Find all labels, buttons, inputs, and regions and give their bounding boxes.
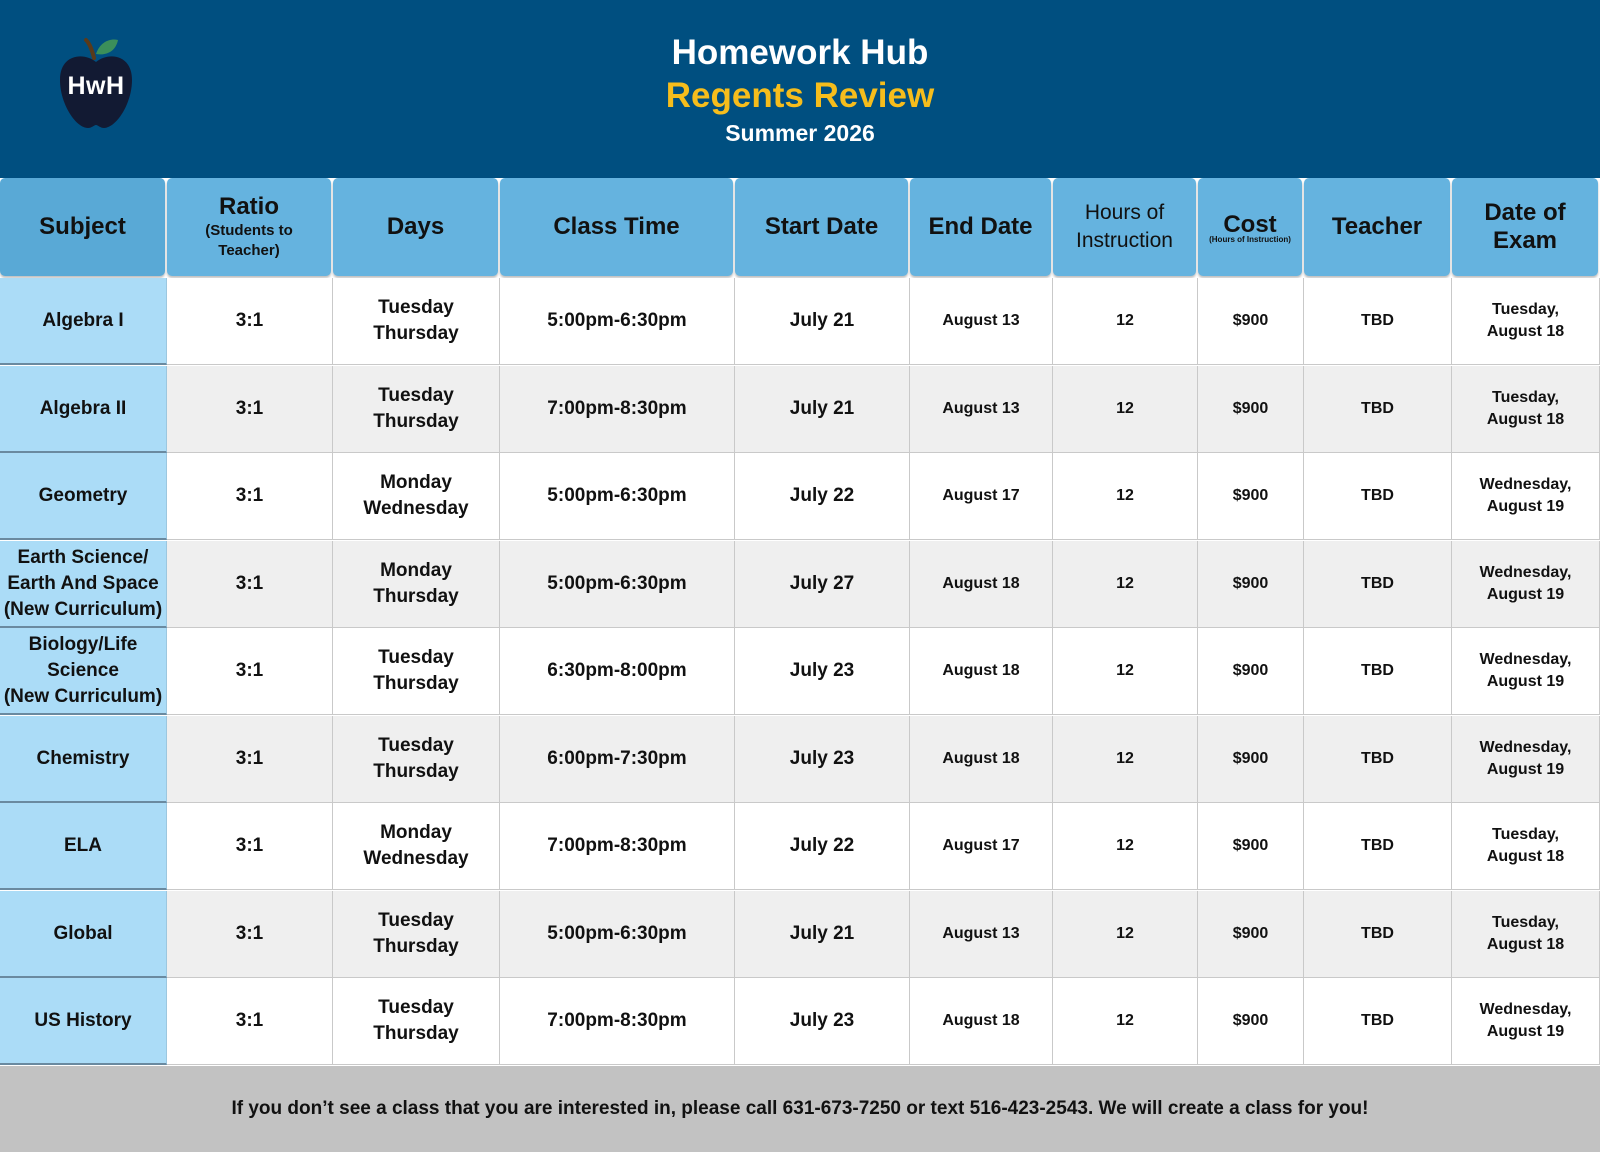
start-date-cell-text: July 23	[789, 748, 855, 769]
column-header-sublabel: (Students to	[205, 222, 293, 239]
exam-date-cell-line: August 19	[1486, 498, 1565, 515]
teacher-cell-text: TBD	[1361, 750, 1394, 767]
start-date-cell	[735, 541, 910, 628]
exam-date-cell-line: August 19	[1486, 586, 1565, 603]
footer-note	[0, 1066, 1600, 1152]
exam-date-cell-line: Wednesday,	[1479, 476, 1572, 493]
days-cell-line: Tuesday	[378, 735, 454, 756]
table-row	[0, 628, 1600, 715]
start-date-cell	[735, 366, 910, 453]
start-date-cell	[735, 978, 910, 1065]
end-date-cell	[910, 978, 1053, 1065]
exam-date-cell-line: Tuesday,	[1492, 301, 1559, 318]
page-title: Homework Hub	[671, 33, 929, 72]
days-cell-line: Tuesday	[378, 647, 454, 668]
subject-cell-line: Earth Science/	[17, 546, 149, 568]
table-row	[0, 278, 1600, 365]
days-cell-line: Thursday	[373, 673, 459, 694]
ratio-cell-text: 3:1	[235, 573, 264, 594]
teacher-cell	[1304, 453, 1452, 540]
subject-cell-line: US History	[34, 1009, 132, 1031]
cost-cell-text: $900	[1232, 837, 1269, 854]
exam-date-cell	[1452, 716, 1600, 803]
end-date-cell-text: August 17	[942, 487, 1020, 504]
class-time-cell-text: 7:00pm-8:30pm	[547, 1010, 687, 1031]
exam-date-cell-line: August 18	[1486, 936, 1565, 953]
column-header-days	[333, 178, 498, 276]
end-date-cell	[910, 541, 1053, 628]
column-header-subject	[0, 178, 165, 276]
subject-cell-line: Global	[53, 922, 113, 944]
start-date-cell	[735, 716, 910, 803]
cost-cell	[1198, 978, 1304, 1065]
days-cell	[333, 628, 500, 715]
exam-date-cell	[1452, 891, 1600, 978]
hours-cell	[1053, 628, 1198, 715]
exam-date-cell-line: August 19	[1486, 1023, 1565, 1040]
class-time-cell	[500, 978, 735, 1065]
cost-cell-text: $900	[1232, 750, 1269, 767]
teacher-cell	[1304, 628, 1452, 715]
ratio-cell-text: 3:1	[235, 398, 264, 419]
start-date-cell-text: July 22	[789, 485, 855, 506]
table-row	[0, 541, 1600, 628]
end-date-cell	[910, 628, 1053, 715]
cost-cell	[1198, 803, 1304, 890]
exam-date-cell-line: Tuesday,	[1492, 914, 1559, 931]
teacher-cell-text: TBD	[1361, 925, 1394, 942]
hours-cell-text: 12	[1116, 400, 1134, 417]
cost-cell-text: $900	[1232, 925, 1269, 942]
days-cell-line: Tuesday	[378, 297, 454, 318]
column-header-hours	[1053, 178, 1196, 276]
teacher-cell	[1304, 803, 1452, 890]
exam-date-cell	[1452, 541, 1600, 628]
ratio-cell-text: 3:1	[235, 923, 264, 944]
days-cell-line: Wednesday	[363, 498, 469, 519]
table-row	[0, 716, 1600, 803]
end-date-cell-text: August 17	[942, 837, 1020, 854]
ratio-cell-text: 3:1	[235, 835, 264, 856]
days-cell-line: Monday	[380, 472, 452, 493]
column-header-label: Ratio	[219, 193, 279, 220]
cost-cell	[1198, 716, 1304, 803]
subject-cell-line: (New Curriculum)	[3, 685, 163, 707]
hours-cell-text: 12	[1116, 750, 1134, 767]
exam-date-cell-line: Tuesday,	[1492, 826, 1559, 843]
subject-cell-line: (New Curriculum)	[3, 598, 163, 620]
exam-date-cell-line: August 19	[1486, 673, 1565, 690]
days-cell-line: Thursday	[373, 1023, 459, 1044]
days-cell	[333, 541, 500, 628]
page-header	[0, 0, 1600, 178]
end-date-cell-text: August 18	[942, 750, 1020, 767]
column-header-cost	[1198, 178, 1302, 276]
end-date-cell-text: August 18	[942, 575, 1020, 592]
exam-date-cell	[1452, 366, 1600, 453]
days-cell	[333, 978, 500, 1065]
teacher-cell	[1304, 978, 1452, 1065]
column-header-start-date	[735, 178, 908, 276]
cost-cell	[1198, 628, 1304, 715]
hours-cell-text: 12	[1116, 487, 1134, 504]
hours-cell	[1053, 453, 1198, 540]
table-header	[0, 178, 1600, 278]
class-time-cell-text: 7:00pm-8:30pm	[547, 398, 687, 419]
class-time-cell-text: 6:30pm-8:00pm	[547, 660, 687, 681]
cost-cell-text: $900	[1232, 487, 1269, 504]
subject-cell-line: Biology/Life	[28, 633, 138, 655]
hours-cell-text: 12	[1116, 312, 1134, 329]
cost-cell-text: $900	[1232, 312, 1269, 329]
cost-cell-text: $900	[1232, 400, 1269, 417]
start-date-cell	[735, 453, 910, 540]
teacher-cell-text: TBD	[1361, 312, 1394, 329]
teacher-cell	[1304, 891, 1452, 978]
ratio-cell-text: 3:1	[235, 748, 264, 769]
hours-cell	[1053, 803, 1198, 890]
end-date-cell-text: August 13	[942, 400, 1020, 417]
column-header-sublabel: Teacher)	[218, 242, 280, 259]
days-cell-line: Monday	[380, 822, 452, 843]
teacher-cell	[1304, 278, 1452, 365]
hours-cell-text: 12	[1116, 1012, 1134, 1029]
end-date-cell-text: August 18	[942, 662, 1020, 679]
cost-cell-text: $900	[1232, 1012, 1269, 1029]
subject-cell-line: Chemistry	[36, 747, 130, 769]
days-cell-line: Thursday	[373, 936, 459, 957]
table-row	[0, 366, 1600, 453]
start-date-cell-text: July 22	[789, 835, 855, 856]
subject-cell-line: Geometry	[38, 484, 128, 506]
exam-date-cell	[1452, 978, 1600, 1065]
column-header-teacher	[1304, 178, 1450, 276]
subject-cell	[0, 453, 167, 540]
days-cell-line: Thursday	[373, 761, 459, 782]
column-header-label: Teacher	[1331, 213, 1423, 240]
end-date-cell-text: August 13	[942, 312, 1020, 329]
ratio-cell	[167, 366, 333, 453]
column-header-end-date	[910, 178, 1051, 276]
teacher-cell-text: TBD	[1361, 662, 1394, 679]
end-date-cell	[910, 716, 1053, 803]
exam-date-cell-line: August 18	[1486, 411, 1565, 428]
cost-cell-text: $900	[1232, 662, 1269, 679]
start-date-cell	[735, 278, 910, 365]
days-cell	[333, 366, 500, 453]
column-header-label: Date of	[1484, 199, 1566, 226]
start-date-cell	[735, 803, 910, 890]
subject-cell	[0, 716, 167, 803]
cost-cell-text: $900	[1232, 575, 1269, 592]
teacher-cell-text: TBD	[1361, 575, 1394, 592]
subject-cell-line: Earth And Space	[7, 572, 159, 594]
table-row	[0, 978, 1600, 1065]
class-time-cell-text: 5:00pm-6:30pm	[547, 573, 687, 594]
ratio-cell	[167, 978, 333, 1065]
days-cell	[333, 278, 500, 365]
subject-cell-line: Algebra II	[39, 397, 127, 419]
column-header-label: End Date	[928, 213, 1033, 240]
subject-cell	[0, 978, 167, 1065]
subject-cell-line: Science	[47, 659, 119, 681]
hours-cell	[1053, 716, 1198, 803]
exam-date-cell-line: Wednesday,	[1479, 739, 1572, 756]
days-cell-line: Tuesday	[378, 910, 454, 931]
hours-cell	[1053, 366, 1198, 453]
hours-cell	[1053, 278, 1198, 365]
end-date-cell-text: August 13	[942, 925, 1020, 942]
teacher-cell	[1304, 541, 1452, 628]
column-header-exam-date	[1452, 178, 1598, 276]
subject-cell	[0, 891, 167, 978]
column-header-label: Subject	[39, 213, 126, 240]
footer-note-text: If you don’t see a class that you are interested in, please call 631-673-7250 or text 516-423-2543. We will create a class for you!	[231, 1098, 1369, 1119]
exam-date-cell-line: Wednesday,	[1479, 651, 1572, 668]
teacher-cell	[1304, 366, 1452, 453]
teacher-cell-text: TBD	[1361, 837, 1394, 854]
days-cell-line: Thursday	[373, 411, 459, 432]
exam-date-cell-line: August 18	[1486, 848, 1565, 865]
days-cell	[333, 803, 500, 890]
teacher-cell-text: TBD	[1361, 487, 1394, 504]
teacher-cell	[1304, 716, 1452, 803]
ratio-cell	[167, 716, 333, 803]
end-date-cell	[910, 278, 1053, 365]
days-cell-line: Thursday	[373, 586, 459, 607]
class-time-cell-text: 7:00pm-8:30pm	[547, 835, 687, 856]
ratio-cell	[167, 891, 333, 978]
class-time-cell-text: 5:00pm-6:30pm	[547, 310, 687, 331]
start-date-cell	[735, 891, 910, 978]
end-date-cell	[910, 366, 1053, 453]
exam-date-cell-line: Wednesday,	[1479, 1001, 1572, 1018]
cost-cell	[1198, 541, 1304, 628]
days-cell	[333, 891, 500, 978]
table-row	[0, 453, 1600, 540]
end-date-cell	[910, 453, 1053, 540]
column-header-class-time	[500, 178, 733, 276]
season-label: Summer 2026	[725, 120, 875, 146]
start-date-cell-text: July 21	[789, 398, 855, 419]
start-date-cell-text: July 27	[789, 573, 855, 594]
subject-cell	[0, 278, 167, 365]
exam-date-cell-line: Wednesday,	[1479, 564, 1572, 581]
column-header-label: Start Date	[764, 213, 879, 240]
ratio-cell-text: 3:1	[235, 485, 264, 506]
exam-date-cell	[1452, 628, 1600, 715]
column-header-label: Exam	[1492, 227, 1558, 254]
class-time-cell	[500, 716, 735, 803]
ratio-cell	[167, 541, 333, 628]
table-row	[0, 803, 1600, 890]
hours-cell	[1053, 541, 1198, 628]
logo-text: HwH	[67, 72, 125, 100]
class-time-cell	[500, 891, 735, 978]
start-date-cell	[735, 628, 910, 715]
subject-cell-line: Algebra I	[42, 309, 124, 331]
table-row	[0, 891, 1600, 978]
page-subtitle: Regents Review	[665, 76, 935, 115]
column-header-label: Days	[386, 213, 445, 240]
days-cell	[333, 716, 500, 803]
start-date-cell-text: July 21	[789, 310, 855, 331]
exam-date-cell-line: Tuesday,	[1492, 389, 1559, 406]
hours-cell-text: 12	[1116, 662, 1134, 679]
class-time-cell	[500, 803, 735, 890]
class-time-cell	[500, 453, 735, 540]
start-date-cell-text: July 23	[789, 1010, 855, 1031]
hours-cell-text: 12	[1116, 575, 1134, 592]
ratio-cell-text: 3:1	[235, 660, 264, 681]
subject-cell	[0, 803, 167, 890]
column-header-label: Hours of	[1084, 201, 1165, 224]
class-time-cell-text: 5:00pm-6:30pm	[547, 923, 687, 944]
ratio-cell-text: 3:1	[235, 310, 264, 331]
days-cell-line: Tuesday	[378, 997, 454, 1018]
class-time-cell	[500, 628, 735, 715]
column-header-sublabel: (Hours of Instruction)	[1209, 234, 1291, 244]
class-time-cell-text: 6:00pm-7:30pm	[547, 748, 687, 769]
class-time-cell	[500, 278, 735, 365]
subject-cell	[0, 541, 167, 628]
end-date-cell	[910, 803, 1053, 890]
subject-cell	[0, 366, 167, 453]
exam-date-cell-line: August 19	[1486, 761, 1565, 778]
column-header-ratio	[167, 178, 331, 276]
end-date-cell	[910, 891, 1053, 978]
teacher-cell-text: TBD	[1361, 400, 1394, 417]
exam-date-cell	[1452, 803, 1600, 890]
title-block	[0, 30, 1600, 150]
cost-cell	[1198, 453, 1304, 540]
days-cell-line: Tuesday	[378, 385, 454, 406]
hours-cell	[1053, 978, 1198, 1065]
hours-cell-text: 12	[1116, 925, 1134, 942]
ratio-cell-text: 3:1	[235, 1010, 264, 1031]
cost-cell	[1198, 278, 1304, 365]
ratio-cell	[167, 628, 333, 715]
days-cell-line: Monday	[380, 560, 452, 581]
end-date-cell-text: August 18	[942, 1012, 1020, 1029]
days-cell-line: Thursday	[373, 323, 459, 344]
exam-date-cell	[1452, 278, 1600, 365]
exam-date-cell-line: August 18	[1486, 323, 1565, 340]
class-time-cell	[500, 366, 735, 453]
cost-cell	[1198, 891, 1304, 978]
class-time-cell	[500, 541, 735, 628]
column-header-label: Class Time	[553, 213, 680, 240]
class-time-cell-text: 5:00pm-6:30pm	[547, 485, 687, 506]
days-cell	[333, 453, 500, 540]
column-header-label: Cost	[1223, 210, 1277, 238]
teacher-cell-text: TBD	[1361, 1012, 1394, 1029]
ratio-cell	[167, 453, 333, 540]
hours-cell-text: 12	[1116, 837, 1134, 854]
exam-date-cell	[1452, 453, 1600, 540]
subject-cell-line: ELA	[64, 834, 102, 856]
hours-cell	[1053, 891, 1198, 978]
start-date-cell-text: July 21	[789, 923, 855, 944]
days-cell-line: Wednesday	[363, 848, 469, 869]
start-date-cell-text: July 23	[789, 660, 855, 681]
ratio-cell	[167, 278, 333, 365]
ratio-cell	[167, 803, 333, 890]
column-header-label: Instruction	[1076, 229, 1173, 252]
cost-cell	[1198, 366, 1304, 453]
subject-cell	[0, 628, 167, 715]
